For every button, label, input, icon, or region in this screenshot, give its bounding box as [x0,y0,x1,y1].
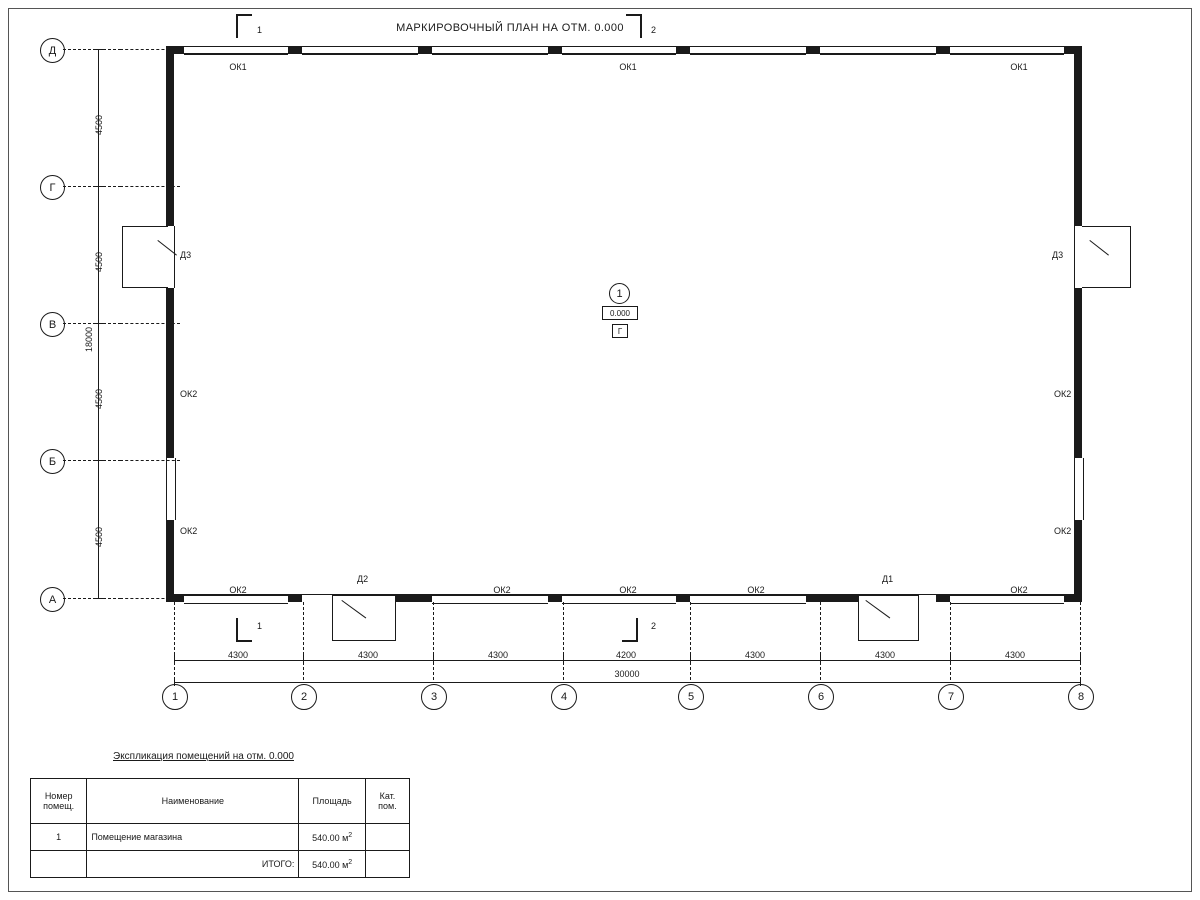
horizontal-dim: 4200 [615,650,637,660]
axis-bubble-6: 6 [808,684,834,710]
window-label-ok2: ОК2 [747,585,765,595]
row-name: Помещение магазина [87,824,299,851]
axis-bubble-3: 3 [421,684,447,710]
vertical-dim: 4500 [94,526,104,547]
axis-line-b [120,460,180,461]
vertical-dim-total: 18000 [84,326,94,352]
axis-bubble-a: А [40,587,65,612]
axis-bubble-5: 5 [678,684,704,710]
window-label-ok2: ОК2 [1010,585,1028,595]
axis-bubble-b: Б [40,449,65,474]
vertical-dim: 4500 [94,251,104,272]
explication-title: Экспликация помещений на отм. 0.000 [113,751,294,762]
horizontal-dim: 4300 [357,650,379,660]
explication-table [30,778,410,878]
window-label-ok2: ОК2 [619,585,637,595]
section-mark-label: 2 [651,25,657,35]
horizontal-dim: 4300 [874,650,896,660]
window-label-ok2: ОК2 [229,585,247,595]
room-category-box: Г [612,324,628,338]
total-area-unit-sup: 2 [348,858,353,866]
section-mark-label: 1 [257,25,263,35]
door-label: Д3 [1052,250,1064,260]
window-label-ok2-right: ОК2 [1054,389,1072,399]
table-total-row [31,851,410,878]
horizontal-dim: 4300 [744,650,766,660]
window-label-ok2-left: ОК2 [180,389,198,399]
row-area-unit-sup: 2 [348,831,353,839]
axis-bubble-8: 8 [1068,684,1094,710]
window-label-ok1: ОК1 [619,62,637,72]
row-area: 540.00 м [312,832,349,843]
door-label: Д1 [882,574,894,584]
total-empty-cell [31,851,87,878]
table-row [31,824,410,851]
header-area: Площадь [299,779,366,824]
horizontal-dim: 4300 [227,650,249,660]
horizontal-dim: 4300 [487,650,509,660]
horizontal-dim-total: 30000 [614,669,640,679]
axis-line-a [120,598,180,599]
row-category [365,824,409,851]
header-number-line1: Номер [44,791,73,801]
axis-line-v [120,323,180,324]
axis-bubble-4: 4 [551,684,577,710]
section-mark-label: 1 [257,621,263,631]
axis-bubble-v: В [40,312,65,337]
horizontal-dim: 4300 [1004,650,1026,660]
total-label: ИТОГО: [87,851,299,878]
axis-bubble-d: Д [40,38,65,63]
total-area: 540.00 м [312,859,349,870]
window-label-ok2-left: ОК2 [180,526,198,536]
window-label-ok1: ОК1 [1010,62,1028,72]
window-label-ok2-right: ОК2 [1054,526,1072,536]
row-number: 1 [31,824,87,851]
plan-title: МАРКИРОВОЧНЫЙ ПЛАН НА ОТМ. 0.000 [396,22,624,34]
axis-line-g [120,186,180,187]
axis-bubble-g: Г [40,175,65,200]
door-label: Д2 [357,574,369,584]
room-level-box: 0.000 [602,306,638,320]
table-header-row [31,779,410,824]
window-label-ok2: ОК2 [493,585,511,595]
vertical-dim: 4500 [94,114,104,135]
axis-bubble-7: 7 [938,684,964,710]
window-label-ok1: ОК1 [229,62,247,72]
header-category-line2: пом. [378,801,397,811]
header-number-line2: помещ. [43,801,75,811]
section-mark-label: 2 [651,621,657,631]
room-number-circle: 1 [609,283,630,304]
door-label: Д3 [180,250,192,260]
vertical-dim: 4500 [94,388,104,409]
axis-bubble-2: 2 [291,684,317,710]
axis-bubble-1: 1 [162,684,188,710]
header-category-line1: Кат. [379,791,396,801]
header-name: Наименование [87,779,299,824]
axis-line-d [120,49,180,50]
total-category-cell [365,851,409,878]
